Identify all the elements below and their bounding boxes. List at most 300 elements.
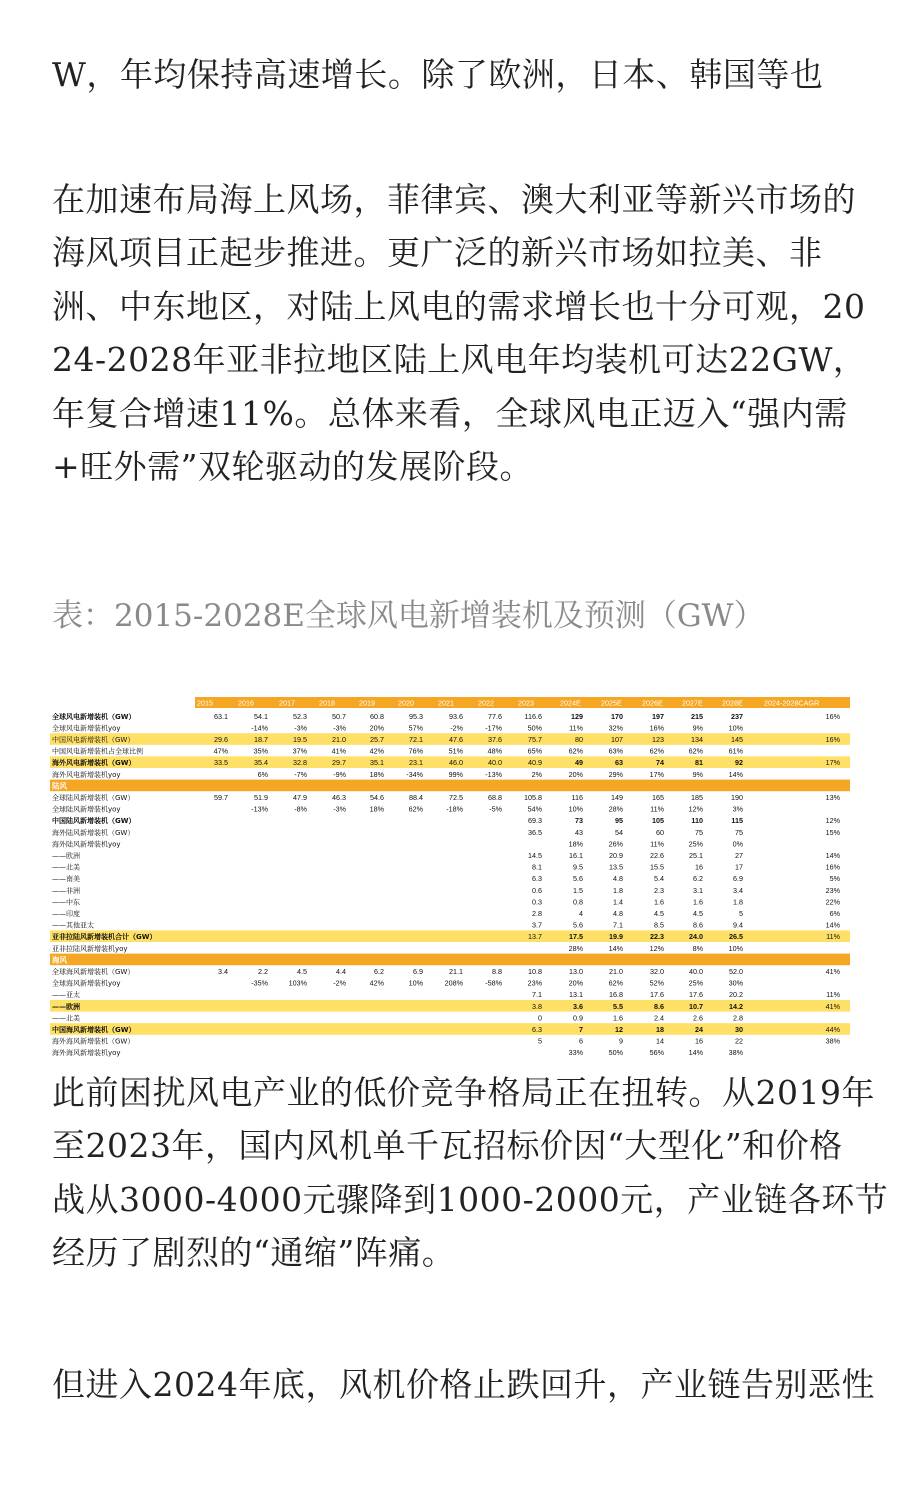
table-cell: 6	[579, 1036, 583, 1046]
table-cell: -3%	[294, 723, 307, 733]
row-label: 亚非拉陆风新增装机合计（GW）	[52, 933, 157, 942]
table-cell: 17.6	[689, 990, 703, 1000]
table-cell: 50%	[608, 1048, 623, 1058]
row-label: ——南美	[52, 875, 80, 884]
row-label: ——欧洲	[52, 1002, 80, 1011]
row-label: 全球海风新增装机yoy	[52, 979, 121, 988]
row-label: 全球风电新增装机yoy	[52, 724, 121, 733]
table-cell: 16%	[825, 862, 840, 872]
table-cell: 21.1	[449, 967, 463, 976]
table-cell: 237	[731, 711, 743, 721]
table-cell: 16.1	[569, 851, 583, 860]
table-cell: 0.9	[573, 1013, 583, 1023]
table-cell: -2%	[333, 978, 346, 988]
table-cell: 28%	[568, 943, 583, 953]
table-cell: 52.3	[293, 711, 307, 721]
table-cell: 35%	[253, 746, 268, 756]
table-cell: 61%	[728, 746, 743, 756]
table-cell: 3.7	[532, 920, 542, 930]
table-cell: 21.0	[332, 735, 346, 744]
table-cell: 6.2	[693, 874, 703, 884]
table-cell: 26%	[608, 839, 623, 849]
text-line: +旺外需”双轮驱动的发展阶段。	[52, 447, 534, 487]
table-cell: 65%	[527, 746, 542, 756]
table-cell: 3.6	[573, 1001, 583, 1011]
table-cell: 32%	[608, 723, 623, 733]
table-cell: 18	[656, 1025, 664, 1034]
table-cell: 23%	[825, 885, 840, 895]
table-cell: 215	[691, 711, 703, 721]
table-cell: 10.8	[528, 967, 542, 976]
table-cell: 54.6	[370, 793, 384, 802]
table-cell: 1.8	[733, 897, 743, 907]
table-cell: 29%	[608, 769, 623, 779]
table-cell: 46.3	[332, 793, 346, 802]
table-cell: 47.9	[293, 793, 307, 802]
table-cell: 54%	[527, 804, 542, 814]
table-cell: 14%	[608, 943, 623, 953]
table-cell: 21.0	[609, 967, 623, 976]
text-line: 年复合增速11%。总体来看，全球风电正迈入“强内需	[52, 393, 848, 433]
table-cell: 24.0	[689, 932, 703, 942]
table-cell: 123	[652, 735, 664, 744]
table-cell: 6.3	[532, 874, 542, 884]
column-header: 2025E	[601, 698, 622, 708]
row-label: 海外风电新增装机yoy	[52, 770, 121, 779]
row-label: ——中东	[52, 898, 80, 907]
table-cell: 4.4	[336, 967, 346, 976]
table-cell: 3.1	[693, 885, 703, 895]
row-label: 中国风电新增装机占全球比例	[52, 747, 143, 756]
table-cell: 11%	[826, 932, 840, 942]
table-cell: 11%	[826, 990, 840, 1000]
table-cell: -3%	[333, 723, 346, 733]
column-header: 2016	[238, 698, 254, 708]
table-cell: 42%	[369, 746, 384, 756]
column-header: 2022	[478, 698, 494, 708]
table-cell: 72.1	[409, 735, 423, 744]
table-cell: 32.8	[293, 758, 307, 768]
table-cell: 4.5	[693, 909, 703, 918]
table-cell: 40.9	[528, 758, 542, 768]
table-cell: 99%	[448, 769, 463, 779]
table-cell: 18%	[568, 839, 583, 849]
table-cell: 10.7	[689, 1001, 703, 1011]
text-line: 战从3000-4000元骤降到1000-2000元，产业链各环节	[52, 1179, 889, 1219]
paragraph-overseas-demand	[52, 173, 882, 494]
table-cell: 54.1	[254, 711, 268, 721]
table-cell: 9%	[692, 723, 703, 733]
table-cell: 12%	[688, 804, 703, 814]
table-cell: 103%	[288, 978, 307, 988]
table-cell: 56%	[649, 1048, 664, 1058]
column-header: 2021	[438, 698, 454, 708]
paragraph-price-war	[52, 1066, 889, 1280]
text-line: 经历了剧烈的“通缩”阵痛。	[52, 1233, 456, 1273]
table-cell: 59.7	[214, 793, 228, 802]
row-label: ——北美	[52, 863, 80, 872]
table-cell: 3.4	[733, 885, 743, 895]
table-cell: 2.4	[654, 1013, 664, 1023]
table-cell: 10%	[728, 723, 743, 733]
table-cell: 2.3	[654, 885, 664, 895]
row-label: 海外风电新增装机（GW）	[52, 759, 136, 768]
table-cell: -13%	[251, 804, 268, 814]
table-cell: 17.6	[650, 990, 664, 1000]
table-cell: 28%	[608, 804, 623, 814]
table-cell: 50%	[527, 723, 542, 733]
table-cell: 11%	[650, 804, 664, 814]
table-cell: 20.2	[729, 990, 743, 1000]
text-line: 至2023年，国内风机单千瓦招标价因“大型化”和价格	[52, 1126, 843, 1166]
table-cell: 115	[731, 816, 743, 826]
table-cell: 0.8	[573, 897, 583, 907]
table-cell: 13.7	[528, 932, 542, 942]
row-label: 全球风电新增装机（GW）	[52, 712, 136, 721]
table-cell: -7%	[294, 769, 307, 779]
table-cell: 0	[538, 1013, 542, 1023]
table-cell: 49	[575, 758, 583, 768]
table-cell: 62%	[608, 978, 623, 988]
table-cell: 14.5	[528, 851, 542, 860]
table-cell: 25%	[688, 978, 703, 988]
table-cell: 4.5	[654, 909, 664, 918]
highlight-row-bar	[50, 1023, 850, 1035]
table-cell: 116.6	[524, 711, 542, 721]
table-cell: 8.8	[492, 967, 502, 976]
table-cell: -3%	[333, 804, 346, 814]
table-cell: 22.3	[650, 932, 664, 942]
table-cell: 105	[652, 816, 664, 826]
table-cell: 190	[731, 793, 743, 802]
row-label: 亚非拉陆风新增装机yoy	[52, 944, 128, 953]
table-cell: 41%	[331, 746, 346, 756]
table-cell: 63	[615, 758, 623, 768]
table-cell: 29.7	[332, 758, 346, 768]
row-label: 全球陆风新增装机（GW）	[52, 794, 135, 802]
table-cell: -8%	[294, 804, 307, 814]
table-cell: 43	[575, 827, 583, 837]
table-cell: 41%	[825, 1001, 840, 1011]
table-cell: 19.5	[293, 735, 307, 744]
table-cell: 54	[615, 827, 623, 837]
table-cell: 69.3	[528, 816, 542, 826]
table-cell: 37%	[292, 746, 307, 756]
table-cell: 15%	[825, 827, 840, 837]
table-cell: 11%	[569, 723, 583, 733]
table-cell: 8.5	[654, 920, 664, 930]
table-cell: 40.0	[488, 758, 502, 768]
table-cell: 29.6	[214, 735, 228, 744]
table-cell: 170	[611, 711, 623, 721]
intro-paragraph	[52, 48, 882, 101]
table-cell: 60.8	[370, 711, 384, 721]
table-cell: 74	[656, 758, 664, 768]
text-line: 在加速布局海上风场，菲律宾、澳大利亚等新兴市场的	[52, 180, 856, 219]
table-cell: 14%	[825, 920, 840, 930]
table-cell: 17.5	[569, 932, 583, 942]
table-cell: 60	[656, 827, 664, 837]
table-cell: 1.6	[654, 897, 664, 907]
table-cell: -58%	[485, 978, 502, 988]
column-header: 2018	[319, 698, 335, 708]
table-cell: 33%	[568, 1048, 583, 1058]
table-cell: 93.6	[449, 711, 463, 721]
table-cell: 145	[731, 735, 743, 744]
table-cell: 25.1	[689, 851, 703, 860]
table-cell: 47.6	[449, 735, 463, 744]
table-cell: 51.9	[254, 793, 268, 802]
table-cell: 62%	[649, 746, 664, 756]
table-cell: 16.8	[609, 990, 623, 1000]
table-cell: 8.6	[654, 1001, 664, 1011]
table-cell: 4.5	[297, 967, 307, 976]
table-cell: 10%	[408, 978, 423, 988]
table-cell: 5	[538, 1036, 542, 1046]
table-cell: 4.8	[613, 909, 623, 918]
table-cell: 3.4	[218, 967, 228, 976]
table-cell: 9	[619, 1036, 623, 1046]
table-cell: 5%	[829, 874, 840, 884]
table-cell: 92	[735, 758, 743, 768]
table-cell: 5	[739, 909, 743, 918]
table-cell: 13.0	[569, 967, 583, 976]
table-cell: 41%	[825, 967, 840, 976]
table-cell: 20%	[568, 978, 583, 988]
table-cell: 37.6	[488, 735, 502, 744]
row-label: 中国海风新增装机（GW）	[52, 1026, 136, 1034]
table-cell: 50.7	[332, 711, 346, 721]
table-cell: 17	[735, 862, 743, 872]
table-cell: 16	[695, 862, 703, 872]
table-cell: 14%	[728, 769, 743, 779]
table-cell: -34%	[406, 769, 423, 779]
table-cell: 5.6	[573, 920, 583, 930]
table-cell: 18%	[369, 769, 384, 779]
table-cell: 88.4	[409, 793, 423, 802]
text-line: 洲、中东地区，对陆上风电的需求增长也十分可观，20	[52, 286, 866, 326]
table-cell: 17%	[649, 769, 664, 779]
table-cell: 1.8	[613, 885, 623, 895]
table-cell: 47%	[213, 746, 228, 756]
table-cell: 12	[615, 1025, 623, 1034]
column-header: 2024-2028CAGR	[764, 698, 820, 708]
table-cell: 9%	[692, 769, 703, 779]
row-label: 全球陆风新增装机yoy	[52, 805, 121, 814]
table-cell: 23.1	[409, 758, 423, 768]
table-cell: 13.5	[609, 862, 623, 872]
table-cell: 18%	[369, 804, 384, 814]
paragraph-price-recovery	[52, 1358, 882, 1411]
table-cell: 35.4	[254, 758, 268, 768]
table-cell: 46.0	[449, 758, 463, 768]
table-cell: 18.7	[254, 735, 268, 744]
table-cell: 2.2	[258, 967, 268, 976]
table-cell: 30%	[728, 978, 743, 988]
row-label: ——其他亚太	[52, 921, 94, 930]
table-cell: 25.7	[370, 735, 384, 744]
column-header: 2028E	[722, 698, 743, 708]
table-cell: 44%	[825, 1025, 840, 1034]
table-cell: 40.0	[689, 967, 703, 976]
table-cell: 14%	[825, 851, 840, 860]
table-cell: 134	[691, 735, 703, 744]
text-line: 海风项目正起步推进。更广泛的新兴市场如拉美、非	[52, 233, 823, 273]
table-cell: 16%	[825, 735, 840, 744]
table-cell: 2%	[531, 769, 542, 779]
table-cell: 1.6	[613, 1013, 623, 1023]
table-cell: 51%	[448, 746, 463, 756]
text-line: 24-2028年亚非拉地区陆上风电年均装机可达22GW，	[52, 340, 867, 380]
table-cell: 9.5	[573, 862, 583, 872]
table-cell: 6.3	[532, 1025, 542, 1034]
table-cell: 22%	[825, 897, 840, 907]
table-cell: 1.5	[573, 885, 583, 895]
installation-table-image	[50, 697, 850, 1060]
table-cell: 105.8	[524, 793, 542, 802]
table-cell: -17%	[485, 723, 502, 733]
column-header: 2019	[359, 698, 375, 708]
table-cell: 52%	[649, 978, 664, 988]
table-cell: 77.6	[488, 711, 502, 721]
table-cell: 7	[579, 1025, 583, 1034]
table-cell: 68.8	[488, 793, 502, 802]
table-cell: 81	[695, 758, 703, 768]
table-cell: 33.5	[214, 758, 228, 768]
table-cell: 62%	[568, 746, 583, 756]
table-cell: 16	[695, 1036, 703, 1046]
table-cell: -9%	[333, 769, 346, 779]
table-cell: 8%	[692, 943, 703, 953]
table-cell: 62%	[688, 746, 703, 756]
column-header: 2026E	[642, 698, 663, 708]
column-header: 2020	[398, 698, 414, 708]
table-cell: 24	[695, 1025, 703, 1034]
table-cell: 63%	[608, 746, 623, 756]
table-cell: -2%	[450, 723, 463, 733]
table-cell: 197	[652, 711, 664, 721]
table-cell: 16%	[825, 711, 840, 721]
table-cell: 36.5	[528, 827, 542, 837]
table-cell: 6.9	[413, 967, 423, 976]
table-cell: 19.9	[609, 932, 623, 942]
table-cell: 8.6	[693, 920, 703, 930]
row-label: ——欧洲	[52, 852, 80, 860]
table-cell: 13.1	[569, 990, 583, 1000]
table-cell: 38%	[825, 1036, 840, 1046]
table-cell: 80	[575, 735, 583, 744]
table-cell: 27	[735, 851, 743, 860]
row-label: ——北美	[52, 1014, 80, 1023]
table-cell: 0.6	[532, 885, 542, 895]
table-cell: 14.2	[729, 1001, 743, 1011]
section-label: 海风	[52, 955, 67, 965]
column-header: 2027E	[682, 698, 703, 708]
table-cell: 4	[579, 909, 583, 918]
table-cell: 22.6	[650, 851, 664, 860]
row-label: 中国风电新增装机（GW）	[52, 736, 135, 744]
table-cell: 7.1	[532, 990, 542, 1000]
table-cell: 52.0	[729, 967, 743, 976]
row-label: 海外海风新增装机（GW）	[52, 1037, 135, 1046]
row-label: ——印度	[52, 910, 80, 918]
table-cell: 7.1	[613, 920, 623, 930]
table-caption: 表：2015-2028E全球风电新增装机及预测（GW）	[52, 598, 765, 634]
table-cell: -14%	[251, 723, 268, 733]
text-line: 此前困扰风电产业的低价竞争格局正在扭转。从2019年	[52, 1073, 875, 1112]
column-header: 2023	[518, 698, 534, 708]
table-cell: 12%	[649, 943, 664, 953]
installation-table	[50, 697, 850, 1060]
table-cell: 5.5	[613, 1001, 623, 1011]
table-cell: 76%	[408, 746, 423, 756]
table-cell: 6%	[829, 909, 840, 918]
section-header-bar	[50, 780, 850, 792]
table-cell: 12%	[825, 816, 840, 826]
table-cell: 23%	[527, 978, 542, 988]
table-cell: 25%	[688, 839, 703, 849]
column-header: 2017	[279, 698, 295, 708]
row-label: 中国陆风新增装机（GW）	[52, 817, 136, 826]
table-cell: -13%	[485, 769, 502, 779]
table-cell: 6.2	[374, 967, 384, 976]
table-cell: 75	[735, 827, 743, 837]
section-header-bar	[50, 954, 850, 966]
table-cell: -18%	[446, 804, 463, 814]
table-cell: 3.8	[532, 1001, 542, 1011]
table-cell: 22	[735, 1036, 743, 1046]
table-cell: 75.7	[528, 735, 542, 744]
table-cell: 26.5	[729, 932, 743, 942]
table-cell: 116	[571, 793, 583, 802]
table-cell: 35.1	[370, 758, 384, 768]
table-cell: 10%	[568, 804, 583, 814]
table-cell: 73	[575, 816, 583, 826]
table-cell: 95	[615, 816, 623, 826]
table-cell: -5%	[489, 804, 502, 814]
table-cell: 6%	[257, 769, 268, 779]
table-cell: 38%	[728, 1048, 743, 1058]
table-cell: 95.3	[409, 711, 423, 721]
table-cell: 13%	[825, 793, 840, 802]
table-cell: 42%	[369, 978, 384, 988]
row-label: 海外陆风新增装机（GW）	[52, 828, 135, 837]
table-cell: 2.6	[693, 1013, 703, 1023]
table-cell: 107	[611, 735, 623, 744]
table-cell: 3%	[732, 804, 743, 814]
table-cell: 30	[735, 1025, 743, 1034]
table-cell: 32.0	[650, 967, 664, 976]
table-cell: 14	[656, 1036, 664, 1046]
table-cell: 110	[691, 816, 703, 826]
row-label: 海外陆风新增装机yoy	[52, 840, 121, 849]
table-cell: 48%	[487, 746, 502, 756]
table-cell: 72.5	[449, 793, 463, 802]
table-cell: 62%	[408, 804, 423, 814]
table-cell: 16%	[649, 723, 664, 733]
text-line: W，年均保持高速增长。除了欧洲，日本、韩国等也	[52, 55, 824, 94]
table-cell: 11%	[650, 839, 664, 849]
table-cell: 10%	[728, 943, 743, 953]
table-cell: 208%	[444, 978, 463, 988]
column-header: 2015	[197, 698, 213, 708]
table-cell: 0.3	[532, 897, 542, 907]
table-cell: 20%	[568, 769, 583, 779]
table-cell: 129	[571, 711, 583, 721]
table-cell: -35%	[251, 978, 268, 988]
table-cell: 17%	[825, 758, 840, 768]
row-label: ——亚太	[52, 991, 80, 1000]
